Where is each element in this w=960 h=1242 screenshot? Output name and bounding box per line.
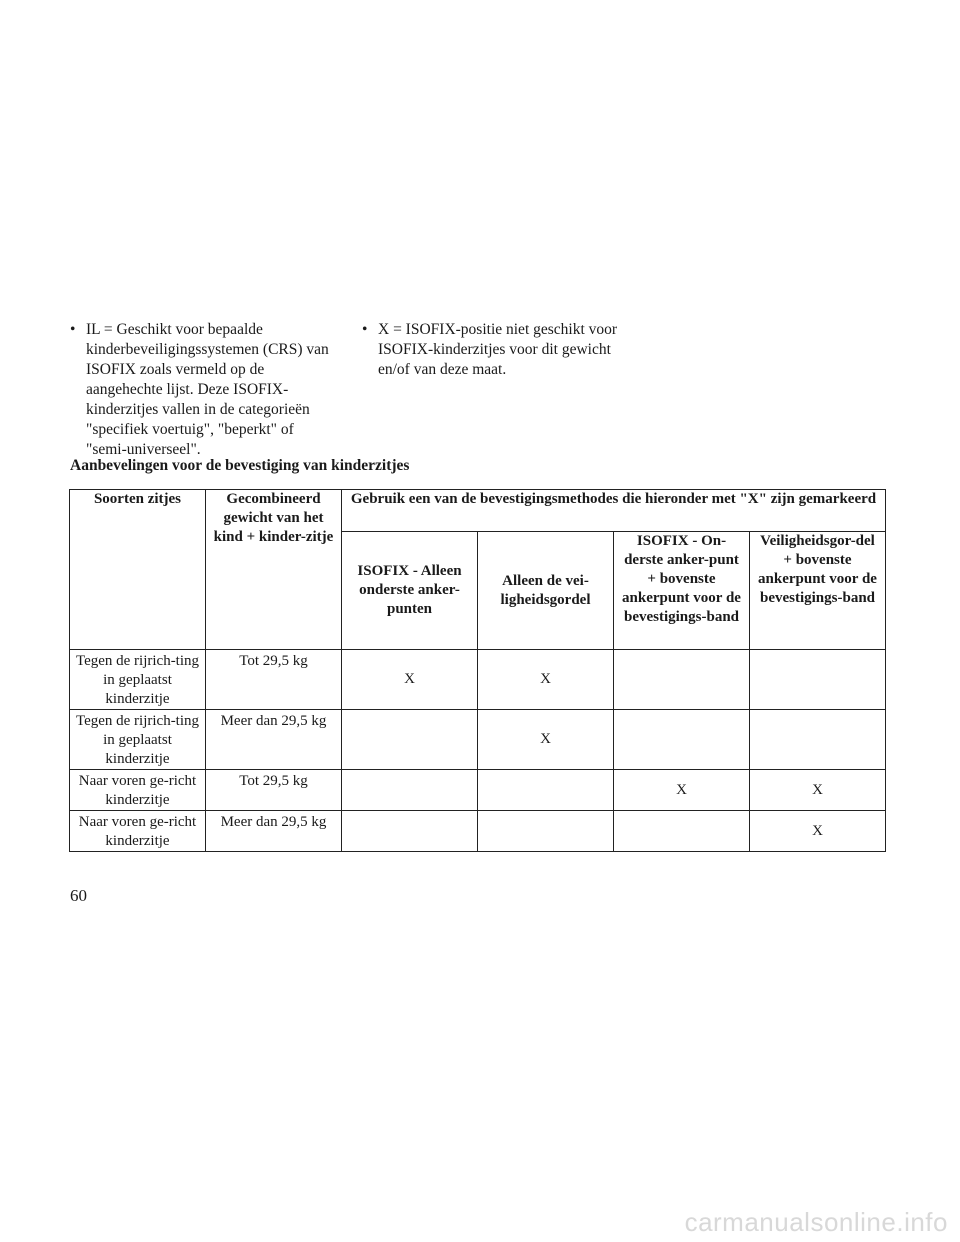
cell-seat-type: Tegen de rijrich-ting in geplaatst kinderzitje — [70, 710, 206, 770]
cell-seat-type: Tegen de rijrich-ting in geplaatst kinderzitje — [70, 650, 206, 710]
table-row — [70, 710, 886, 770]
watermark: carmanualsonline.info — [684, 1207, 948, 1237]
cell-weight: Meer dan 29,5 kg — [206, 811, 342, 852]
cell-mark — [342, 811, 478, 852]
header-method-isofix-lower: ISOFIX - Alleen onderste anker-punten — [342, 532, 478, 650]
cell-mark — [750, 650, 886, 710]
cell-mark: X — [478, 650, 614, 710]
cell-mark — [614, 650, 750, 710]
bullet-item-x — [362, 320, 626, 380]
header-combined-weight: Gecombineerd gewicht van het kind + kinder-zitje — [206, 490, 342, 650]
cell-mark: X — [614, 770, 750, 811]
bullet-marker: • — [70, 321, 76, 338]
table-row — [70, 650, 886, 710]
cell-weight: Tot 29,5 kg — [206, 650, 342, 710]
cell-weight: Tot 29,5 kg — [206, 770, 342, 811]
child-seat-table — [69, 489, 886, 852]
cell-mark: X — [750, 811, 886, 852]
header-method-seatbelt: Alleen de vei-ligheidsgordel — [478, 532, 614, 650]
header-method-seatbelt-tether: Veiligheidsgor-del + bovenste ankerpunt voor de bevestigings-band — [750, 532, 886, 650]
cell-mark — [478, 770, 614, 811]
cell-mark: X — [478, 710, 614, 770]
cell-mark: X — [750, 770, 886, 811]
cell-weight: Meer dan 29,5 kg — [206, 710, 342, 770]
header-method-isofix-tether: ISOFIX - On-derste anker-punt + bovenste ankerpunt voor de bevestigings-band — [614, 532, 750, 650]
page-number: 60 — [70, 886, 87, 905]
header-methods-group: Gebruik een van de bevestigingsmethodes die hieronder met "X" zijn gemarkeerd — [342, 490, 886, 532]
cell-mark — [342, 770, 478, 811]
cell-seat-type: Naar voren ge-richt kinderzitje — [70, 770, 206, 811]
table-row — [70, 770, 886, 811]
cell-mark: X — [342, 650, 478, 710]
section-heading: Aanbevelingen voor de bevestiging van kinderzitjes — [70, 457, 410, 474]
cell-seat-type: Naar voren ge-richt kinderzitje — [70, 811, 206, 852]
cell-mark — [342, 710, 478, 770]
bullet-item-il — [70, 320, 338, 460]
cell-mark — [614, 811, 750, 852]
cell-mark — [750, 710, 886, 770]
bullet-text-il: IL = Geschikt voor bepaalde kinderbeveiligingssystemen (CRS) van ISOFIX zoals vermeld op de aangehechte lijst. Deze ISOFIX-kinderzitjes vallen in de categorieën "specifiek voertuig", "beperkt" of "semi-universeel". — [86, 321, 329, 458]
cell-mark — [478, 811, 614, 852]
bullet-marker: • — [362, 321, 368, 338]
cell-mark — [614, 710, 750, 770]
header-seat-types: Soorten zitjes — [70, 490, 206, 650]
bullet-text-x: X = ISOFIX-positie niet geschikt voor ISOFIX-kinderzitjes voor dit gewicht en/of van deze maat. — [378, 321, 618, 378]
table-row — [70, 811, 886, 852]
